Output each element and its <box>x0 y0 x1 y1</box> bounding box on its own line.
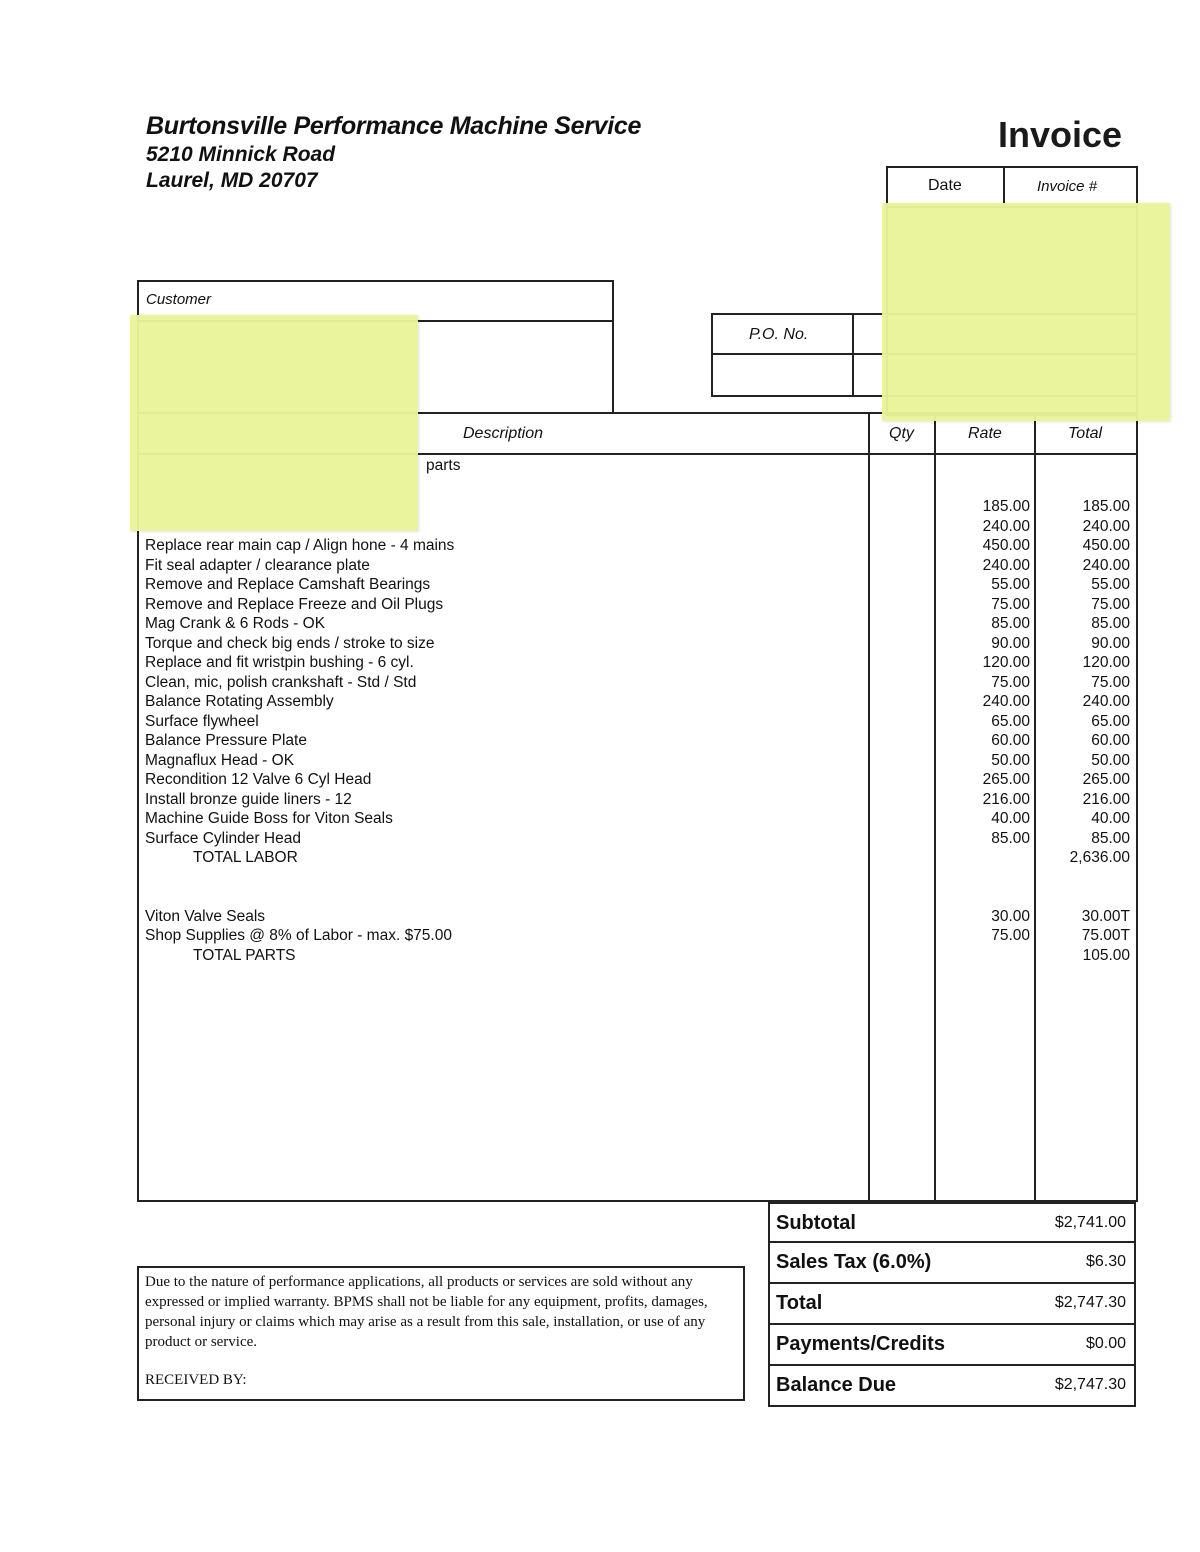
line-item-rate: 450.00 <box>982 537 1030 554</box>
summary-value: $2,747.30 <box>1054 1294 1126 1311</box>
line-item-total: 185.00 <box>1082 498 1130 515</box>
line-item-total: 240.00 <box>1082 556 1130 574</box>
line-item-row <box>0 946 1200 966</box>
line-item-description: TOTAL LABOR <box>193 849 298 866</box>
summary-value: $0.00 <box>1085 1335 1126 1352</box>
company-block <box>146 112 641 193</box>
summary-value: $6.30 <box>1085 1253 1126 1270</box>
line-item-rate: 75.00 <box>991 927 1030 944</box>
line-item-total: 2,636.00 <box>1069 849 1130 866</box>
qty-header: Qty <box>889 425 914 442</box>
date-invoice-divider <box>1003 166 1005 208</box>
line-item-row <box>0 809 1200 829</box>
line-item-total: 75.00 <box>1091 673 1130 691</box>
invoice-number-label: Invoice # <box>1037 178 1098 195</box>
line-item-total: 85.00 <box>1091 615 1130 632</box>
line-item-total: 240.00 <box>1082 517 1130 535</box>
summary-label: Sales Tax (6.0%) <box>776 1251 932 1273</box>
summary-row <box>768 1325 1136 1366</box>
line-item-description: Install bronze guide liners - 12 <box>145 790 352 808</box>
line-item-row <box>0 868 1200 888</box>
line-item-description: TOTAL PARTS <box>193 946 296 964</box>
summary-label: Balance Due <box>776 1374 897 1396</box>
line-item-description: Surface Cylinder Head <box>145 829 301 847</box>
line-item-rate: 40.00 <box>991 810 1030 827</box>
line-item-rate: 120.00 <box>982 654 1030 671</box>
received-by-label: RECEIVED BY: <box>145 1372 247 1388</box>
total-header: Total <box>1068 425 1103 442</box>
line-item-row <box>0 556 1200 576</box>
line-item-total: 55.00 <box>1091 576 1130 593</box>
line-item-rate: 85.00 <box>991 615 1030 632</box>
line-item-total: 105.00 <box>1082 946 1130 964</box>
line-item-total: 120.00 <box>1082 654 1130 671</box>
line-item-total: 65.00 <box>1091 712 1130 730</box>
line-item-description: Balance Rotating Assembly <box>145 693 334 710</box>
line-item-total: 90.00 <box>1091 634 1130 652</box>
line-item-row <box>0 751 1200 771</box>
line-item-rate: 55.00 <box>991 576 1030 593</box>
disclaimer-box <box>137 1266 745 1401</box>
line-item-description: Viton Valve Seals <box>145 907 266 925</box>
summary-value: $2,741.00 <box>1054 1214 1126 1231</box>
line-item-rate: 240.00 <box>982 556 1030 574</box>
line-item-row <box>0 731 1200 751</box>
rate-header: Rate <box>968 425 1002 442</box>
line-item-description: Replace rear main cap / Align hone - 4 mains <box>145 537 455 554</box>
line-item-rate: 185.00 <box>982 498 1030 515</box>
line-item-row <box>0 770 1200 790</box>
summary-row <box>768 1243 1136 1284</box>
line-item-rate: 50.00 <box>991 751 1030 769</box>
line-item-description: Replace and fit wristpin bushing - 6 cyl. <box>145 654 414 671</box>
line-item-row <box>0 790 1200 810</box>
line-item-rate: 85.00 <box>991 829 1030 847</box>
line-item-row <box>0 907 1200 927</box>
summary-row <box>768 1366 1136 1407</box>
line-item-rate: 60.00 <box>991 732 1030 749</box>
line-item-total: 60.00 <box>1091 732 1130 749</box>
po-label: P.O. No. <box>749 326 809 343</box>
line-item-total: 50.00 <box>1091 751 1130 769</box>
date-label: Date <box>928 177 962 194</box>
line-item-row <box>0 848 1200 868</box>
line-item-total: 265.00 <box>1082 771 1130 788</box>
line-item-description: Mag Crank & 6 Rods - OK <box>145 615 326 632</box>
line-item-row <box>0 575 1200 595</box>
line-item-description: Remove and Replace Freeze and Oil Plugs <box>145 595 444 613</box>
line-item-rate: 265.00 <box>982 771 1030 788</box>
line-item-rate: 240.00 <box>982 693 1030 710</box>
description-header: Description <box>463 425 544 442</box>
customer-label: Customer <box>146 291 212 308</box>
line-item-row <box>0 653 1200 673</box>
company-address-line1: 5210 Minnick Road <box>146 143 336 166</box>
summary-row <box>768 1284 1136 1325</box>
line-item-row <box>0 614 1200 634</box>
line-item-total: 85.00 <box>1091 829 1130 847</box>
document-title: Invoice <box>998 114 1123 155</box>
line-item-rate: 90.00 <box>991 634 1030 652</box>
line-item-description: Balance Pressure Plate <box>145 732 307 749</box>
line-item-description: Surface flywheel <box>145 712 259 730</box>
line-item-rate: 75.00 <box>991 595 1030 613</box>
line-item-rate: 30.00 <box>991 907 1030 925</box>
line-item-description: Fit seal adapter / clearance plate <box>145 556 370 574</box>
line-item-total: 30.00T <box>1081 907 1130 925</box>
line-item-description: Machine Guide Boss for Viton Seals <box>145 810 393 827</box>
line-item-total: 450.00 <box>1082 537 1130 554</box>
line-item-row <box>0 692 1200 712</box>
line-item-description: Shop Supplies @ 8% of Labor - max. $75.00 <box>145 927 452 944</box>
line-item-description: Clean, mic, polish crankshaft - Std / Std <box>145 673 417 691</box>
line-item-row <box>0 673 1200 693</box>
line-item-total: 40.00 <box>1091 810 1130 827</box>
line-item-row <box>0 634 1200 654</box>
sticky-note-redaction <box>882 203 1170 421</box>
company-address-line2: Laurel, MD 20707 <box>146 169 318 192</box>
line-item-row <box>0 536 1200 556</box>
summary-label: Subtotal <box>776 1212 856 1234</box>
line-item-row <box>0 829 1200 849</box>
summary-label: Total <box>776 1292 823 1314</box>
line-item-description: Magnaflux Head - OK <box>145 751 295 769</box>
line-item-row <box>0 887 1200 907</box>
company-name: Burtonsville Performance Machine Service <box>146 112 642 140</box>
line-item-rate: 240.00 <box>982 517 1030 535</box>
partial-visible-text: parts <box>426 457 461 474</box>
line-item-total: 75.00T <box>1081 927 1130 944</box>
line-item-rate: 216.00 <box>982 790 1030 808</box>
line-item-total: 75.00 <box>1091 595 1130 613</box>
summary-value: $2,747.30 <box>1054 1376 1126 1393</box>
disclaimer-text: Due to the nature of performance applications, all products or services are sold without any expressed or implied warranty. BPMS shall not be liable for any equipment, profits, damages, personal injury or claims which may arise as a result from this sale, installation, or use of any product or service. <box>145 1274 708 1350</box>
line-item-rate: 65.00 <box>991 712 1030 730</box>
line-item-row <box>0 595 1200 615</box>
summary-row <box>768 1202 1136 1243</box>
line-item-description: Recondition 12 Valve 6 Cyl Head <box>145 771 372 788</box>
summary-label: Payments/Credits <box>776 1333 945 1355</box>
line-item-total: 216.00 <box>1082 790 1130 808</box>
line-item-row <box>0 926 1200 946</box>
sticky-note-redaction <box>130 315 418 531</box>
line-item-description: Torque and check big ends / stroke to size <box>145 634 435 652</box>
line-item-row <box>0 712 1200 732</box>
line-item-description: Remove and Replace Camshaft Bearings <box>145 576 431 593</box>
po-divider <box>852 313 854 397</box>
line-item-rate: 75.00 <box>991 673 1030 691</box>
line-item-total: 240.00 <box>1082 693 1130 710</box>
